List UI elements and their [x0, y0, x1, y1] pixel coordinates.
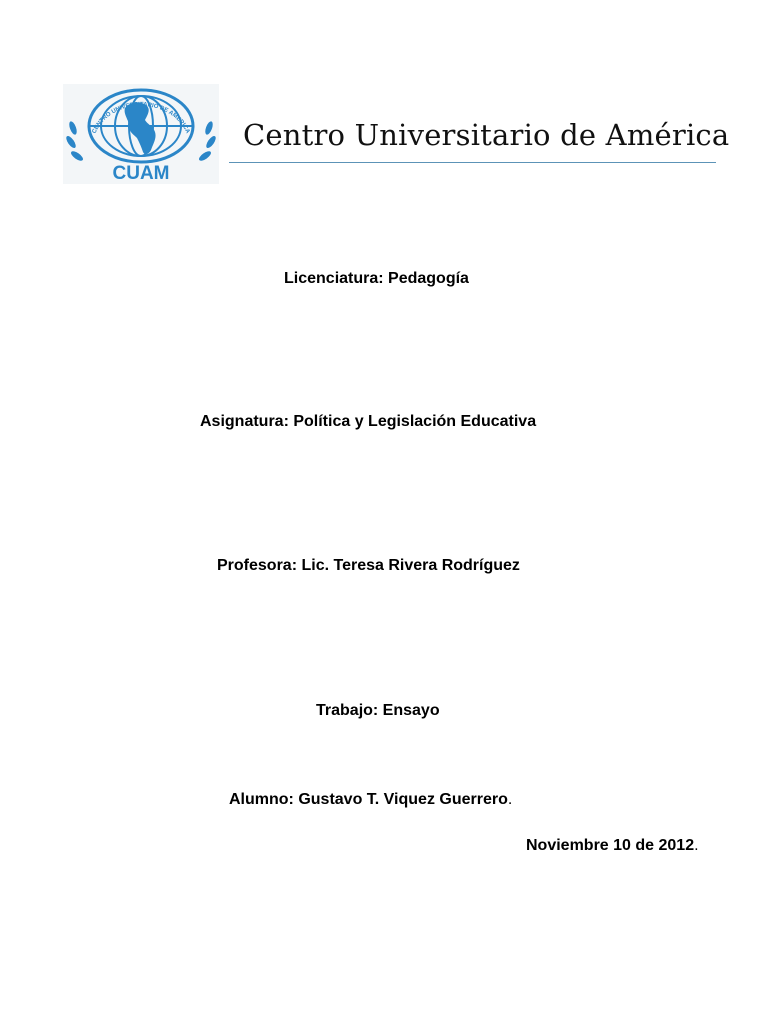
logo-text: CUAM — [112, 163, 170, 184]
student-period: . — [507, 791, 513, 808]
student-name: Alumno: Gustavo T. Viquez Guerrero — [229, 791, 508, 808]
date-line — [526, 837, 699, 855]
date-period: . — [694, 837, 699, 854]
cuam-logo — [63, 84, 219, 184]
assignment-line: Trabajo: Ensayo — [316, 702, 440, 719]
subject-line: Asignatura: Política y Legislación Educativa — [200, 413, 537, 430]
title-underline — [229, 162, 716, 163]
degree-line: Licenciatura: Pedagogía — [284, 270, 469, 287]
date-text: Noviembre 10 de 2012 — [526, 837, 695, 854]
logo-arc-text: CENTRO UNIVERSITARIO DE AMERICA — [91, 101, 191, 135]
cuam-emblem-icon — [63, 84, 219, 184]
student-line — [229, 791, 512, 809]
teacher-line: Profesora: Lic. Teresa Rivera Rodríguez — [217, 557, 520, 574]
page-title: Centro Universitario de América — [243, 118, 730, 152]
